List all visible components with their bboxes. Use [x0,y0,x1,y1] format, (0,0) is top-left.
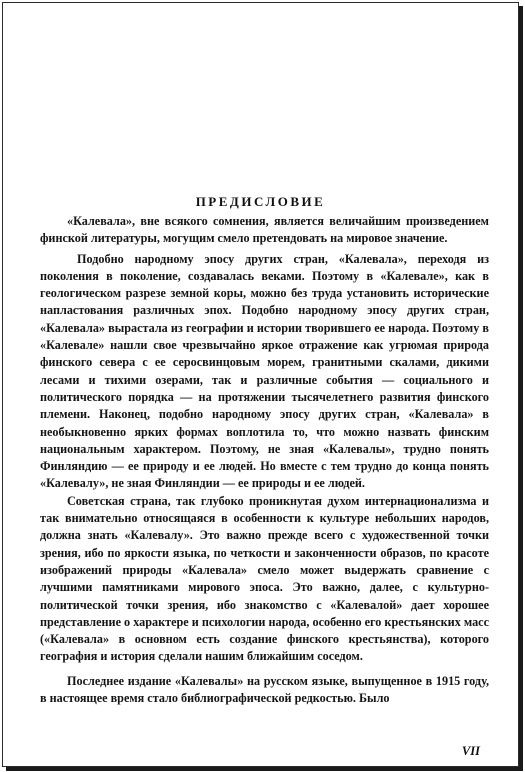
page-title: ПРЕДИСЛОВИЕ [195,194,326,209]
book-page [2,2,519,767]
paragraph: Подобно народному эпосу других стран, «Калевала», переходя из поколения в поколение, создавалась веками. Поэтому в «Калевале», как в геологическом разрезе земной коры, можно без труда установить исторические напластования различных эпох. Подобно народному эпосу других стран, «Калевала» вырастала из географии и истории творившего ее народа. Поэтому в «Калевале» нашли свое чрезвычайно яркое отражение как угрюмая природа финского севера с ее серосвинцовым морем, гранитными скалами, дикими лесами и тихими озерами, так и различные события — социального и политического порядка — на протяжении тысячелетнего развития финского племени. Наконец, подобно народному эпосу других стран, «Калевала» в необыкновенно ярких формах воплотила то, что можно назвать финским национальным характером. Поэтому, не зная «Калевалы», трудно понять Финляндию — ее природу и ее людей. Но вместе с тем трудно до конца понять «Калевалу», не зная Финляндии — ее природы и ее людей. [40,251,489,491]
paragraph: Последнее издание «Калевалы» на русском языке, выпущенное в 1915 году, в настоящее время стало библиографической редкостью. Было [40,673,489,706]
page-number: VII [461,744,480,758]
paragraph: «Калевала», вне всякого сомнения, является величайшим произведением финской литературы, могущим смело претендовать на мировое значение. [40,214,489,246]
preface-text [40,213,489,707]
paragraph: Советская страна, так глубоко проникнутая духом интернационализма и так внимательно относящаяся в особенности к культуре небольших народов, должна знать «Калевалу». Это важно прежде всего с художественной точки зрения, ибо по яркости языка, по четкости и законченности образов, по красоте изображений природы «Калевала» смело может выдержать сравнение с лучшими памятниками мирового эпоса. Это важно, далее, с культурно-политической точки зрения, ибо знакомство с «Калевалой» дает хорошее представление о характере и психологии народа, особенно его крестьянских масс («Калевала» в основном есть создание финского крестьянства), которого география и история сделали нашим ближайшим соседом. [40,493,489,664]
